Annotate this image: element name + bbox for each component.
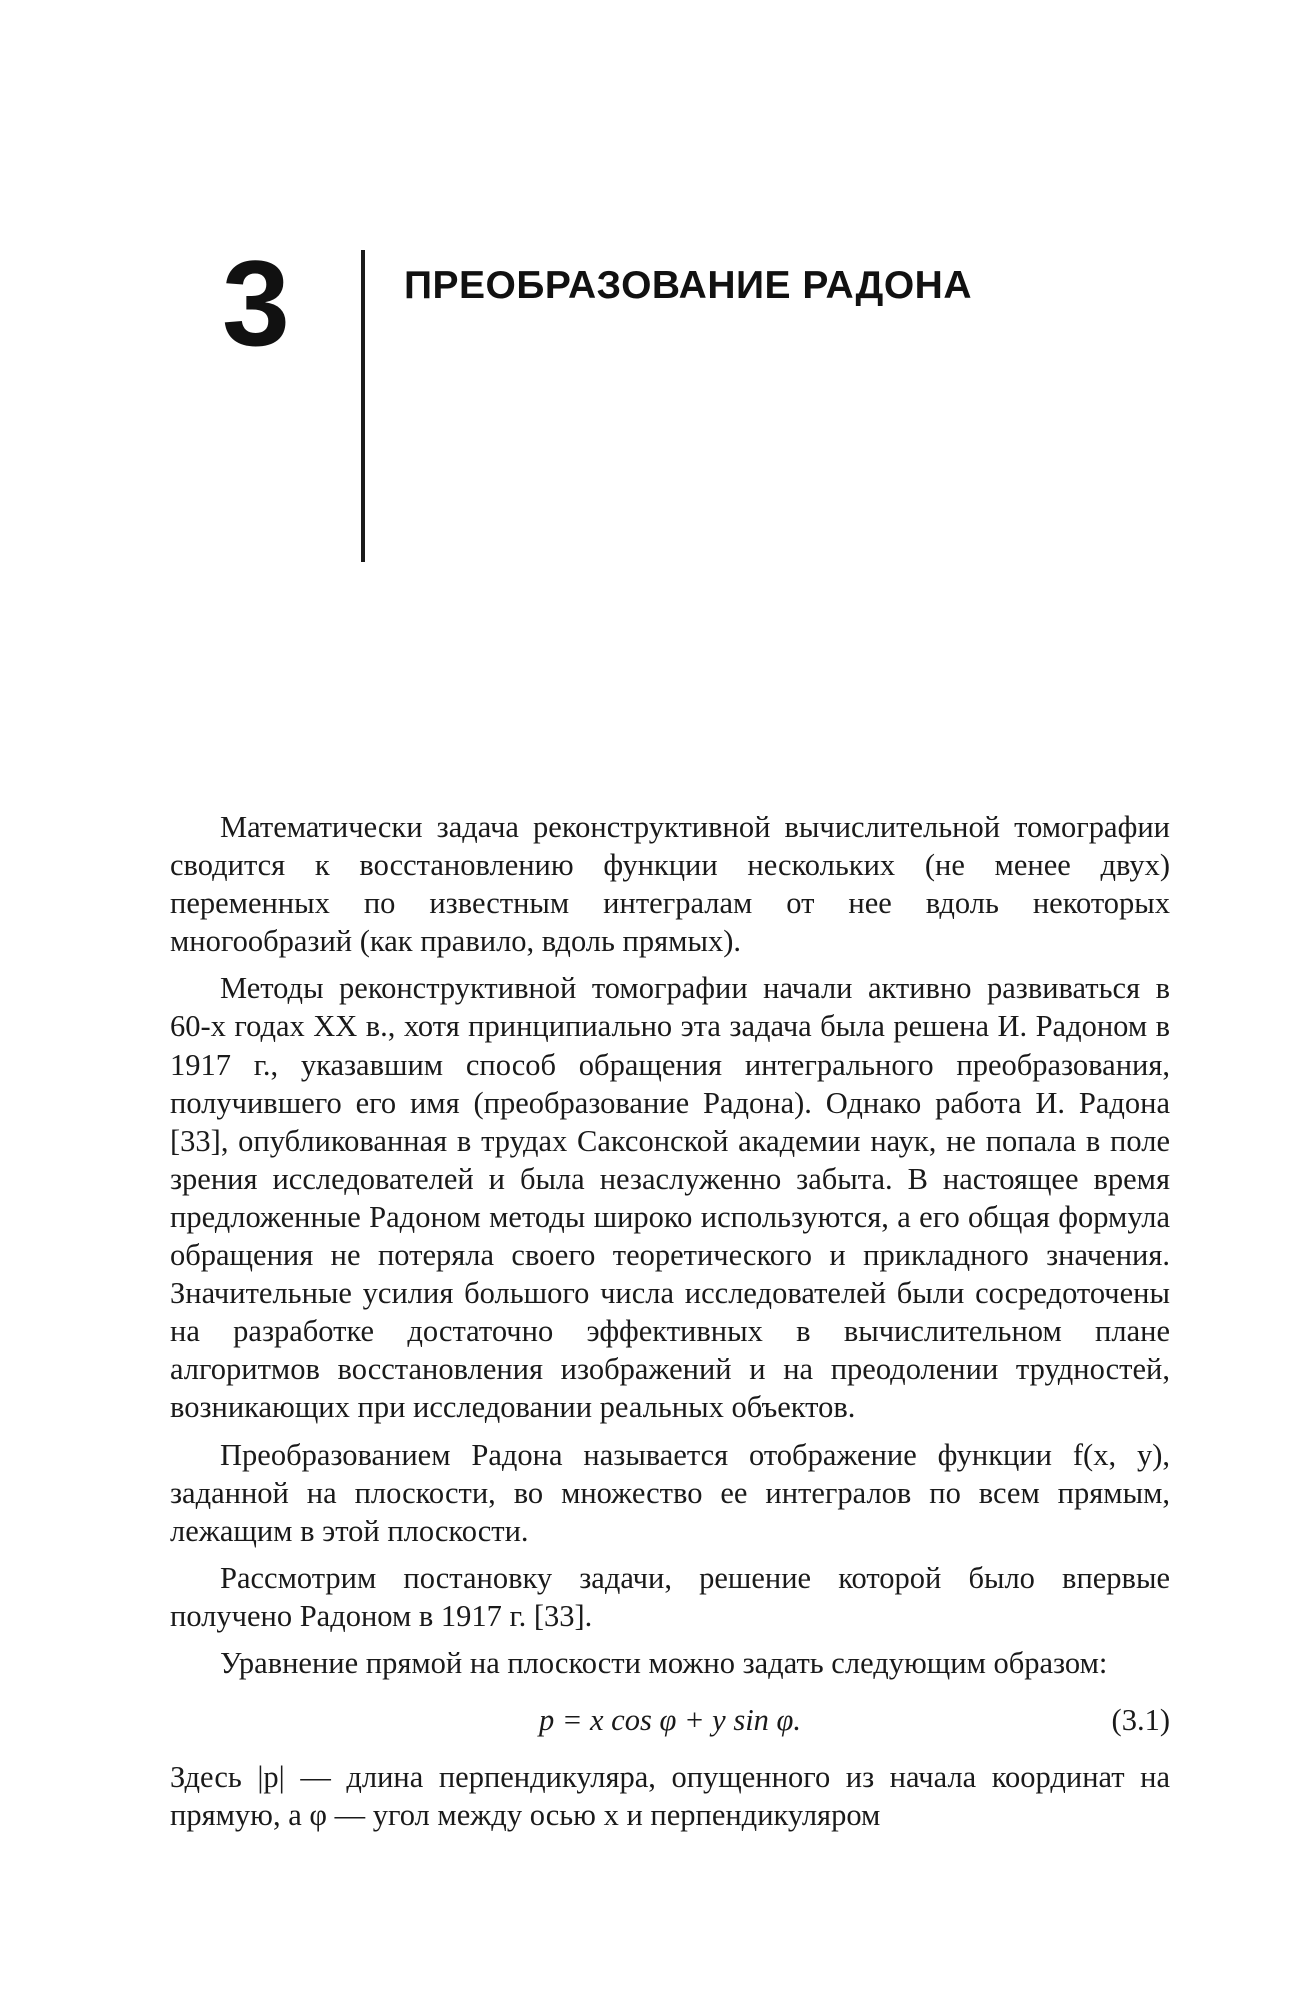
formula-block (170, 1701, 1170, 1739)
chapter-title: ПРЕОБРАЗОВАНИЕ РАДОНА (404, 264, 973, 307)
chapter-divider (361, 250, 365, 562)
formula-expression: p = x cos φ + y sin φ. (538, 1703, 802, 1738)
paragraph-line-equation: Уравнение прямой на плоскости можно задать следующим образом: (220, 1645, 1108, 1680)
paragraph-intro: Математически задача реконструктивной вычислительной томографии сводится к восстановлению функции нескольких (не менее двух) переменных по известным интегралам от нее вдоль некоторых многообразий (как правило, вдоль прямых). (170, 810, 1170, 959)
body-text (170, 808, 1170, 1834)
paragraph-definition: Преобразованием Радона называется отображение функции f(x, y), заданной на плоскости, во множество ее интегралов по всем прямым, лежащим в этой плоскости. (170, 1437, 1170, 1548)
paragraph-history: Методы реконструктивной томографии начали активно развиваться в 60-х годах XX в., хотя принципиально эта задача была решена И. Радоном в 1917 г., указавшим способ обращения интегрального преобразования, получившего его имя (преобразование Радона). Однако работа И. Радона [33], опубликованная в трудах Саксонской академии наук, не попала в поле зрения исследователей и была незаслуженно забыта. В настоящее время предложенные Радоном методы широко используются, а его общая формула обращения не потеряла своего теоретического и прикладного значения. Значительные усилия большого числа исследователей были сосредоточены на разработке достаточно эффективных в вычислительном плане алгоритмов восстановления изображений и на преодолении трудностей, возникающих при исследовании реальных объектов. (170, 971, 1170, 1425)
paragraph-problem: Рассмотрим постановку задачи, решение которой было впервые получено Радоном в 1917 г. [33]. (170, 1560, 1170, 1633)
chapter-number: 3 (222, 235, 290, 371)
formula-number: (3.1) (1111, 1703, 1170, 1738)
paragraph-explanation: Здесь |p| — длина перпендикуляра, опущенного из начала координат на прямую, а φ — угол между осью x и перпендикуляром (170, 1760, 1170, 1833)
